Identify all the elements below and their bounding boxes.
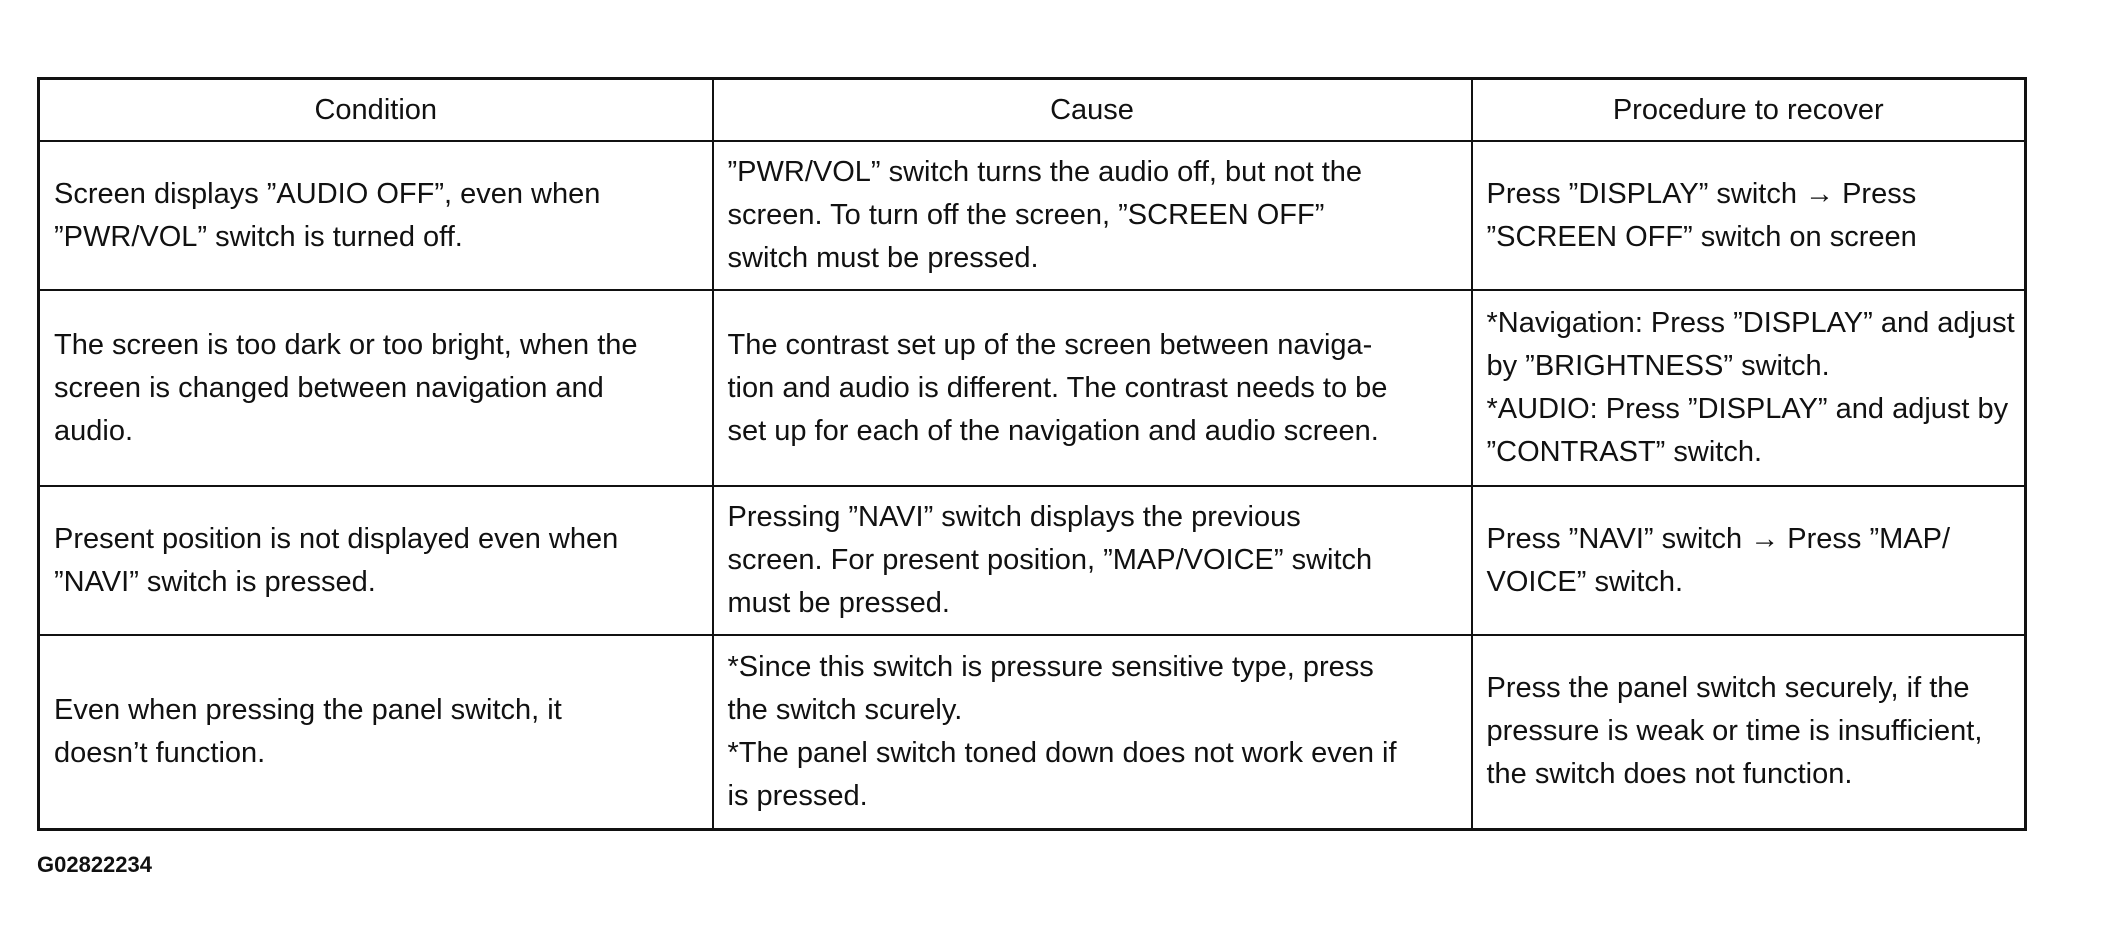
figure-id: G02822234 [37, 852, 152, 877]
table-row [39, 635, 2026, 829]
cause-text: is pressed. [727, 779, 868, 812]
header-condition: Condition [39, 79, 713, 142]
procedure-text: *AUDIO: Press ”DISPLAY” and adjust by [1486, 393, 2009, 425]
cause-text: Pressing ”NAVI” switch displays the previous [727, 501, 1301, 533]
condition-text: Even when pressing the panel switch, it [54, 693, 562, 726]
cause-text: set up for each of the navigation and audio screen. [727, 414, 1379, 447]
condition-text: ”PWR/VOL” switch is turned off. [54, 220, 463, 253]
cause-text: switch must be pressed. [727, 242, 1039, 274]
condition-text: screen is changed between navigation and [54, 371, 604, 404]
cause-text: tion and audio is different. The contrast needs to be [727, 371, 1388, 404]
cause-cell [713, 290, 1472, 486]
condition-text: The screen is too dark or too bright, when the [54, 328, 638, 361]
condition-text: ”NAVI” switch is pressed. [54, 565, 376, 598]
condition-cell [39, 635, 713, 829]
procedure-text: *Navigation: Press ”DISPLAY” and adjust [1486, 307, 2015, 339]
header-procedure: Procedure to recover [1472, 79, 2026, 142]
procedure-text: by ”BRIGHTNESS” switch. [1486, 350, 1830, 382]
procedure-text: Press the panel switch securely, if the [1486, 672, 1970, 705]
procedure-text: Press ”DISPLAY” switch → Press [1486, 177, 1917, 210]
procedure-text: ”SCREEN OFF” switch on screen [1486, 220, 1917, 253]
table-row [39, 141, 2026, 290]
procedure-cell [1472, 141, 2026, 290]
cause-text: screen. For present position, ”MAP/VOICE” switch [727, 544, 1373, 576]
cause-text: The contrast set up of the screen between naviga- [727, 328, 1373, 361]
cause-text: *Since this switch is pressure sensitive type, press [727, 650, 1374, 683]
condition-text: Screen displays ”AUDIO OFF”, even when [54, 177, 601, 210]
condition-cell [39, 290, 713, 486]
header-cause: Cause [713, 79, 1472, 142]
table-header-row [39, 79, 2026, 142]
procedure-cell [1472, 290, 2026, 486]
cause-text: *The panel switch toned down does not work even if [727, 736, 1397, 769]
condition-text: audio. [54, 414, 134, 447]
procedure-cell [1472, 635, 2026, 829]
cause-text: must be pressed. [727, 587, 950, 619]
cause-text: screen. To turn off the screen, ”SCREEN OFF” [727, 199, 1325, 231]
cause-text: ”PWR/VOL” switch turns the audio off, but not the [727, 156, 1363, 188]
procedure-text: the switch does not function. [1486, 758, 1853, 791]
procedure-cell [1472, 486, 2026, 635]
condition-text: Present position is not displayed even when [54, 522, 619, 555]
cause-cell [713, 141, 1472, 290]
condition-text: doesn’t function. [54, 736, 266, 769]
troubleshooting-table [37, 77, 2027, 831]
procedure-text: ”CONTRAST” switch. [1486, 436, 1762, 468]
table-row [39, 486, 2026, 635]
condition-cell [39, 486, 713, 635]
cause-cell [713, 635, 1472, 829]
cause-text: the switch scurely. [727, 693, 963, 726]
procedure-text: Press ”NAVI” switch → Press ”MAP/ [1486, 522, 1951, 555]
cause-cell [713, 486, 1472, 635]
condition-cell [39, 141, 713, 290]
procedure-text: pressure is weak or time is insufficient, [1486, 715, 1983, 748]
procedure-text: VOICE” switch. [1486, 565, 1684, 598]
table-row [39, 290, 2026, 486]
